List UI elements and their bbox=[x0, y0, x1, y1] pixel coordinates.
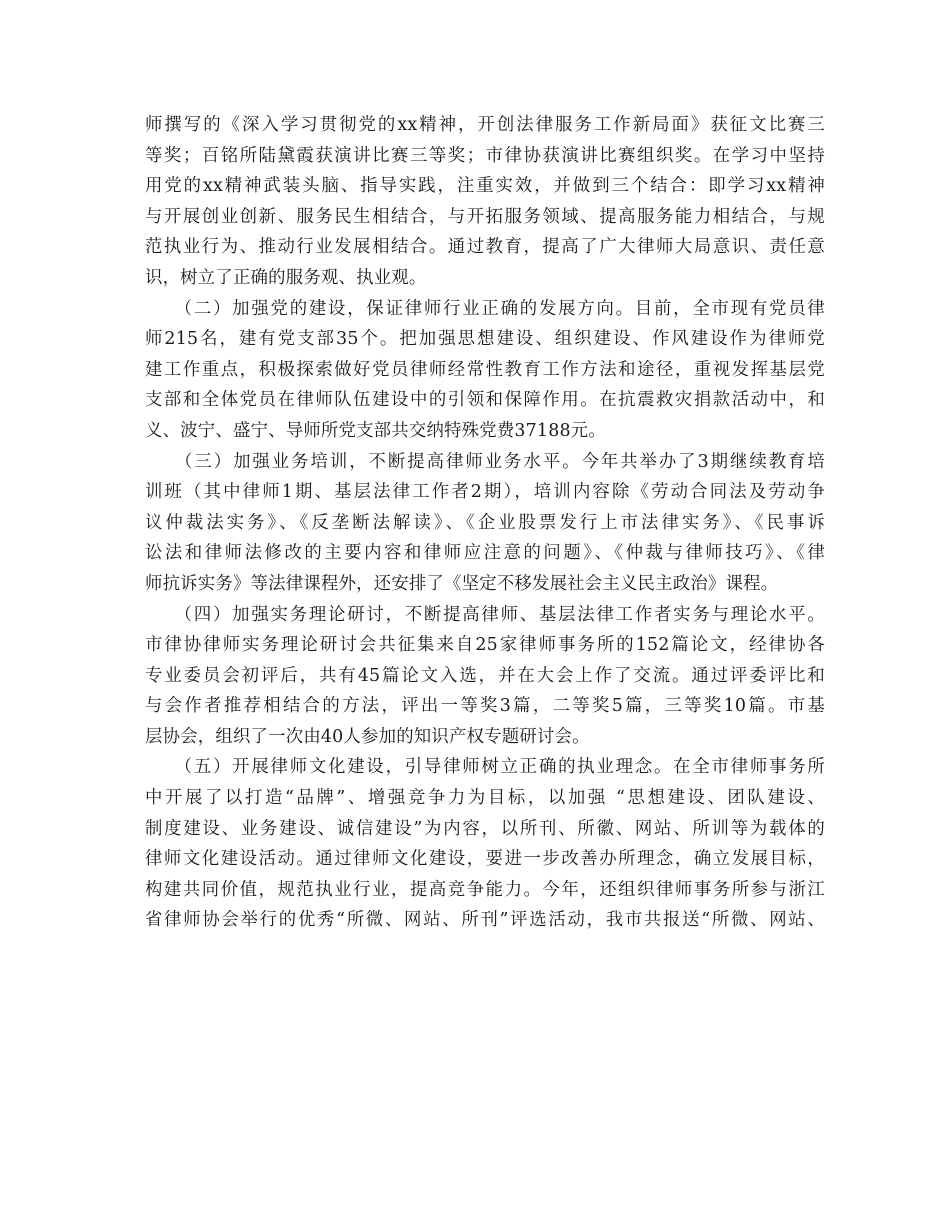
text-line: 市律协律师实务理论研讨会共征集来自25家律师事务所的152篇论文，经律协各 bbox=[145, 635, 825, 656]
text-line: 制度建设、业务建设、诚信建设”为内容，以所刊、所徽、网站、所训等为载体的 bbox=[145, 818, 825, 839]
paragraph-2 bbox=[145, 294, 825, 447]
paragraph-4 bbox=[145, 600, 825, 753]
text-line: 师抗诉实务》等法律课程外，还安排了《坚定不移发展社会主义民主政治》课程。 bbox=[145, 573, 779, 594]
text-line: （二）加强党的建设，保证律师行业正确的发展方向。目前，全市现有党员律 bbox=[145, 298, 825, 319]
text-line: 识，树立了正确的服务观、执业观。 bbox=[145, 267, 427, 288]
text-line: （四）加强实务理论研讨，不断提高律师、基层法律工作者实务与理论水平。 bbox=[145, 604, 825, 625]
text-line: 构建共同价值，规范执业行业，提高竞争能力。今年，还组织律师事务所参与浙江 bbox=[145, 879, 825, 900]
text-line: 中开展了以打造“品牌”、增强竞争力为目标，以加强 “思想建设、团队建设、 bbox=[145, 788, 825, 809]
text-line: 义、波宁、盛宁、导师所党支部共交纳特殊党费37188元。 bbox=[145, 420, 606, 441]
text-line: 用党的xx精神武装头脑、指导实践，注重实效，并做到三个结合：即学习xx精神 bbox=[145, 176, 825, 197]
paragraph-5 bbox=[145, 752, 825, 936]
text-line: 与开展创业创新、服务民生相结合，与开拓服务领域、提高服务能力相结合，与规 bbox=[145, 206, 825, 227]
text-line: 支部和全体党员在律师队伍建设中的引领和保障作用。在抗震救灾捐款活动中，和 bbox=[145, 390, 825, 411]
text-line: 师215名，建有党支部35个。把加强思想建设、组织建设、作风建设作为律师党 bbox=[145, 329, 825, 350]
text-line: 层协会，组织了一次由40人参加的知识产权专题研讨会。 bbox=[145, 726, 590, 747]
text-line: 范执业行为、推动行业发展相结合。通过教育，提高了广大律师大局意识、责任意 bbox=[145, 237, 825, 258]
paragraph-3 bbox=[145, 447, 825, 600]
text-line: 训班（其中律师1期、基层法律工作者2期），培训内容除《劳动合同法及劳动争 bbox=[145, 482, 825, 503]
text-line: （五）开展律师文化建设，引导律师树立正确的执业理念。在全市律师事务所 bbox=[145, 757, 825, 778]
text-line: （三）加强业务培训，不断提高律师业务水平。今年共举办了3期继续教育培 bbox=[145, 451, 825, 472]
paragraph-1 bbox=[145, 110, 825, 294]
text-line: 等奖；百铭所陆黛霞获演讲比赛三等奖；市律协获演讲比赛组织奖。在学习中坚持 bbox=[145, 145, 825, 166]
text-line: 师撰写的《深入学习贯彻党的xx精神，开创法律服务工作新局面》获征文比赛三 bbox=[145, 115, 825, 135]
text-line: 建工作重点，积极探索做好党员律师经常性教育工作方法和途径，重视发挥基层党 bbox=[145, 359, 825, 380]
text-line: 议仲裁法实务》、《反垄断法解读》、《企业股票发行上市法律实务》、《民事诉 bbox=[145, 512, 825, 533]
text-line: 与会作者推荐相结合的方法，评出一等奖3篇，二等奖5篇，三等奖10篇。市基 bbox=[145, 696, 825, 717]
text-line: 律师文化建设活动。通过律师文化建设，要进一步改善办所理念，确立发展目标， bbox=[145, 849, 825, 870]
text-line: 讼法和律师法修改的主要内容和律师应注意的问题》、《仲裁与律师技巧》、《律 bbox=[145, 543, 825, 564]
text-line: 专业委员会初评后，共有45篇论文入选，并在大会上作了交流。通过评委评比和 bbox=[145, 665, 825, 686]
text-line: 省律师协会举行的优秀“所微、网站、所刊”评选活动，我市共报送“所微、网站、 bbox=[145, 910, 825, 931]
document-body bbox=[145, 110, 825, 936]
